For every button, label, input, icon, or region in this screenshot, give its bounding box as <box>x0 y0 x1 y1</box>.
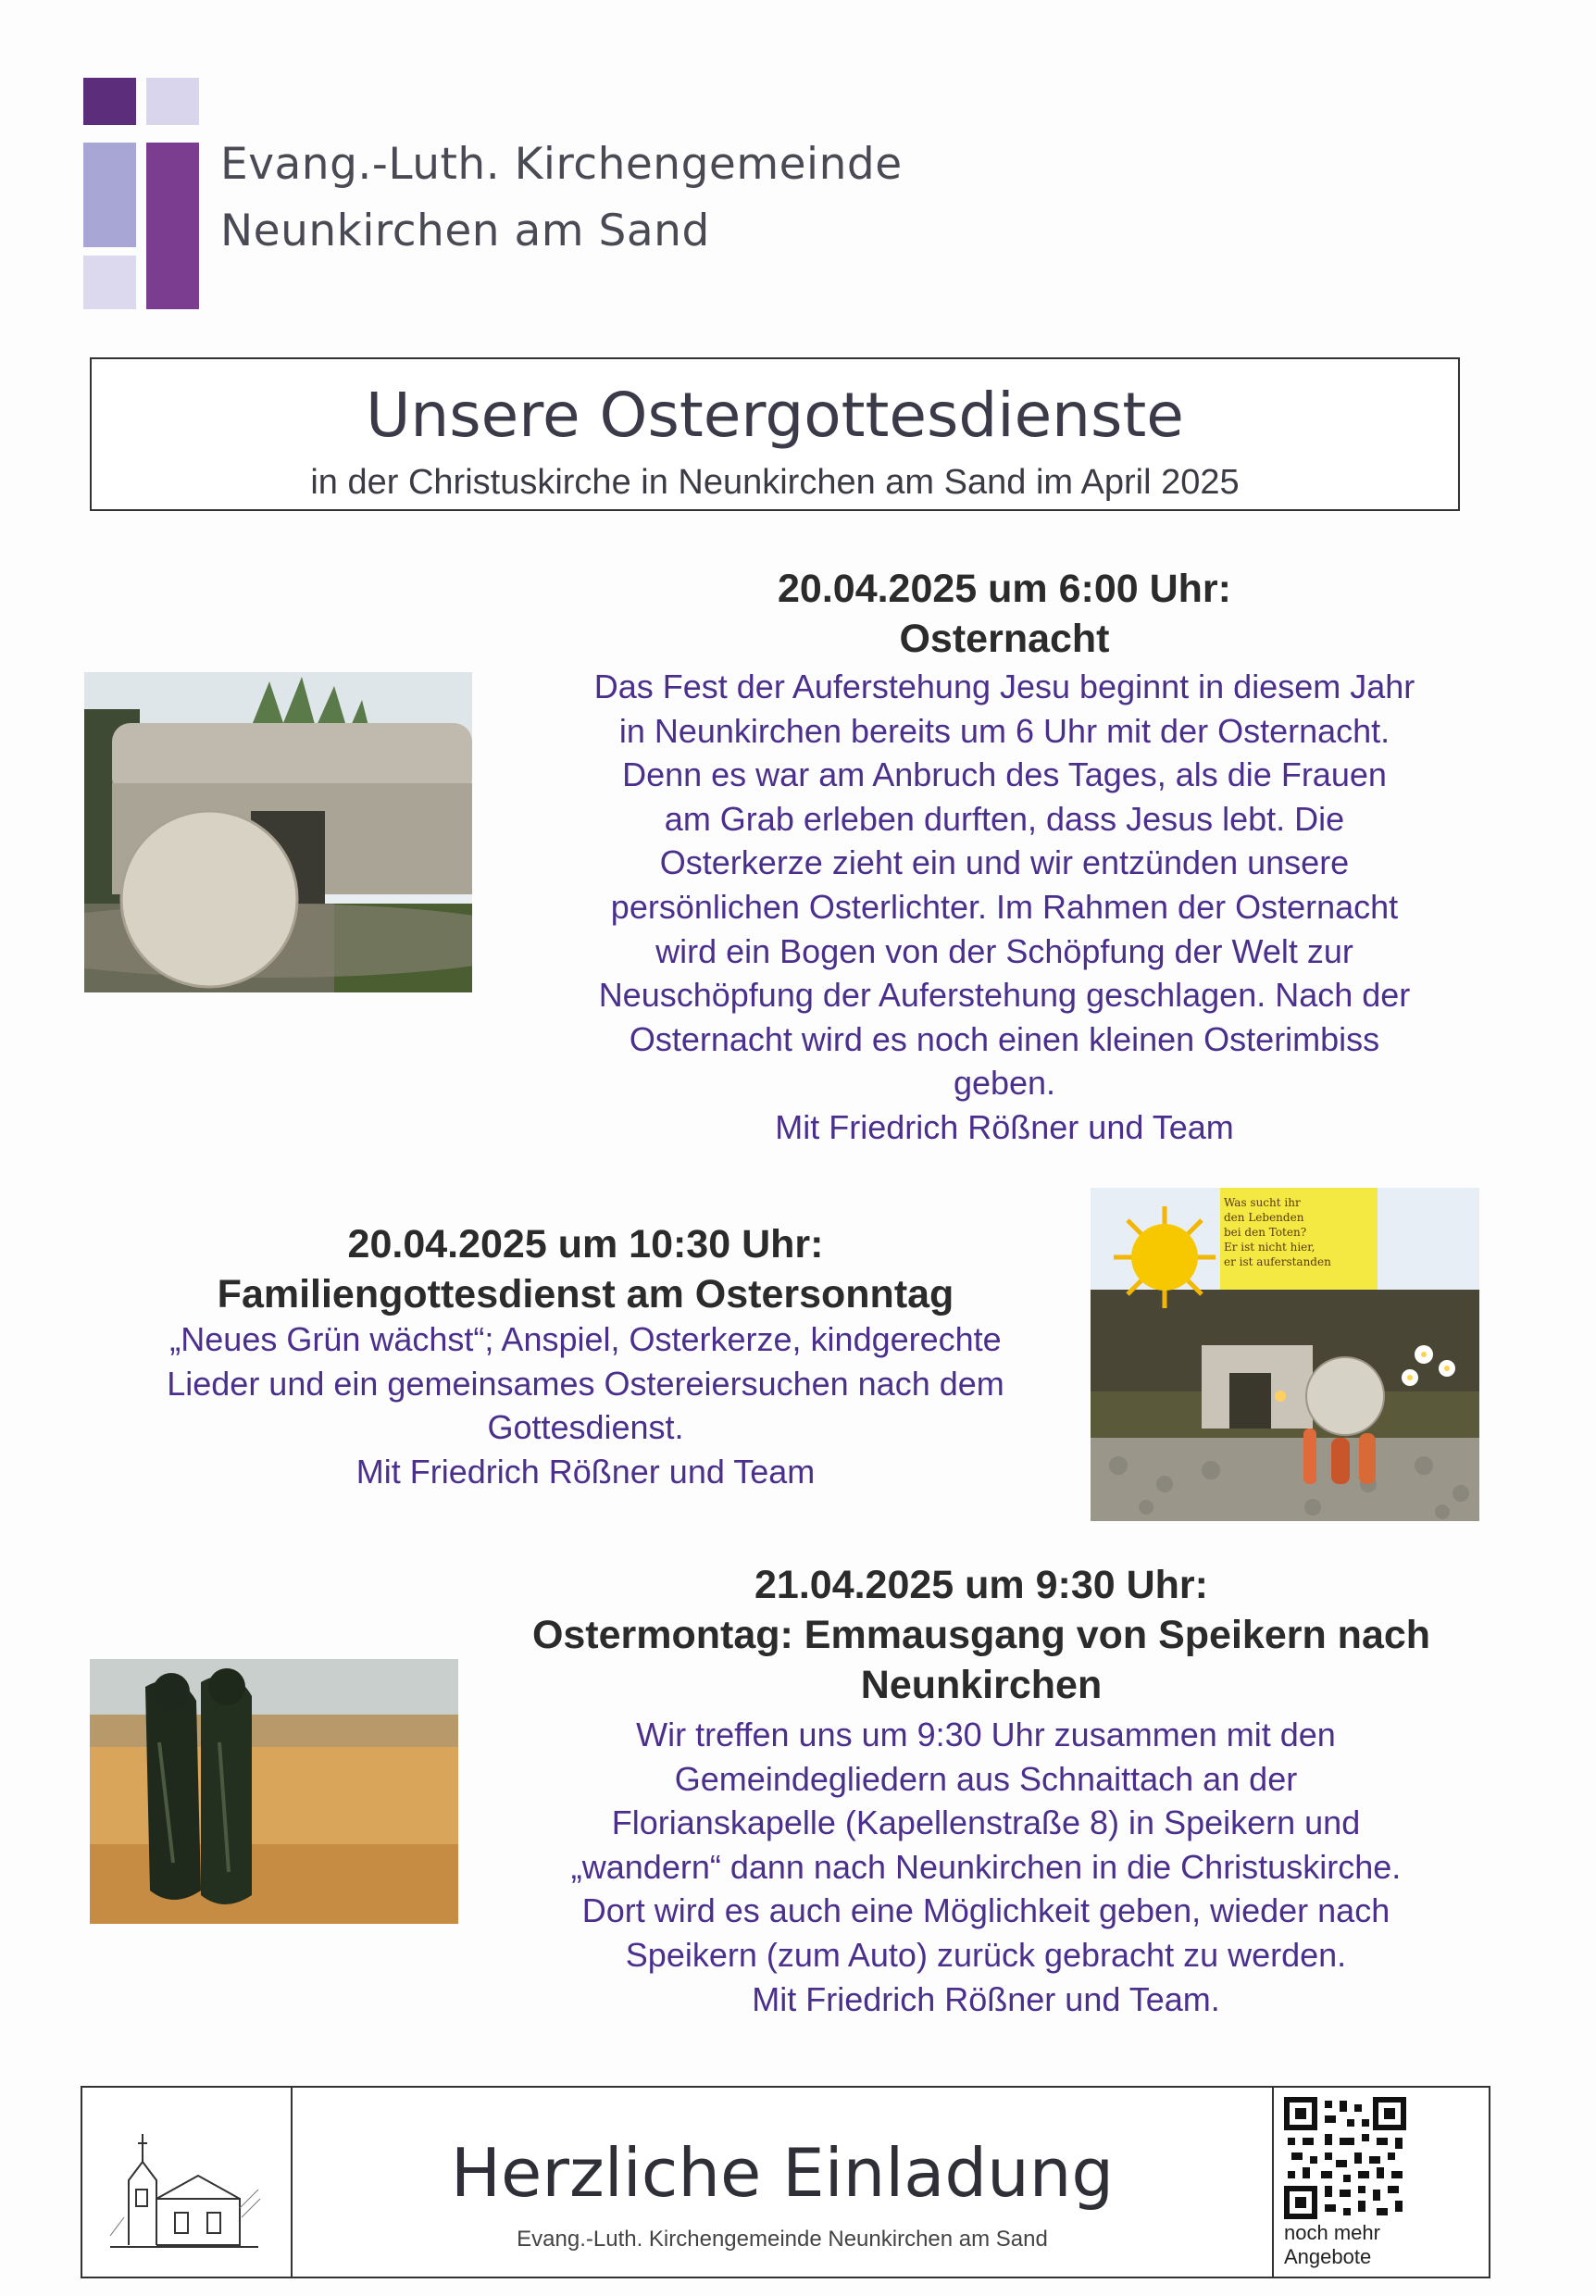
easter-sign-line: Was sucht ihr <box>1224 1196 1301 1209</box>
page-subtitle: in der Christuskirche in Neunkirchen am Sand im April 2025 <box>310 463 1240 502</box>
event-1-line: geben. <box>953 1064 1056 1103</box>
footer-subtitle: Evang.-Luth. Kirchengemeinde Neunkirchen am Sand <box>517 2227 1048 2252</box>
title-box <box>90 357 1460 511</box>
event-1-line: Osternacht wird es noch einen kleinen Osterimbiss <box>629 1019 1380 1058</box>
easter-sign-line: er ist auferstanden <box>1224 1255 1331 1268</box>
event-1-line: Denn es war am Anbruch des Tages, als die Frauen <box>622 755 1387 794</box>
footer-box <box>81 2086 1490 2278</box>
easter-garden-photo <box>1091 1188 1479 1521</box>
event-3-line: Wir treffen uns um 9:30 Uhr zusammen mit den <box>636 1716 1336 1753</box>
easter-sign <box>1224 1195 1377 1269</box>
emmaus-painting <box>90 1659 458 1924</box>
event-1-line: Neuschöpfung der Auferstehung geschlagen. Nach der <box>598 976 1411 1015</box>
qr-caption-line-1: noch mehr <box>1284 2221 1380 2244</box>
event-1-description <box>518 665 1490 1150</box>
event-1-line: in Neunkirchen bereits um 6 Uhr mit der Osternacht. <box>618 711 1390 750</box>
easter-sign-line: Er ist nicht hier, <box>1224 1241 1315 1254</box>
organization-line-1: Evang.-Luth. Kirchengemeinde <box>220 139 903 190</box>
page-title: Unsere Ostergottesdienste <box>366 380 1184 451</box>
event-3-name-line-2: Neunkirchen <box>860 1663 1103 1707</box>
empty-tomb-photo <box>84 672 472 992</box>
easter-sign-line: bei den Toten? <box>1224 1226 1307 1239</box>
event-3-line: Speikern (zum Auto) zurück gebracht zu werden. <box>625 1935 1347 1974</box>
event-3-line: Florianskapelle (Kapellenstraße 8) in Speikern und <box>611 1803 1361 1842</box>
event-3-heading <box>472 1560 1490 1710</box>
event-1-leader: Mit Friedrich Rößner und Team <box>775 1107 1234 1146</box>
organization-line-2: Neunkirchen am Sand <box>220 206 710 256</box>
event-1-line: am Grab erleben durften, dass Jesus lebt. Die <box>664 799 1345 838</box>
event-2-leader: Mit Friedrich Rößner und Team <box>355 1452 816 1491</box>
event-2-heading <box>93 1219 1079 1319</box>
event-1-heading <box>555 564 1453 664</box>
event-3-leader: Mit Friedrich Rößner und Team. <box>752 1979 1220 2018</box>
footer-title: Herzliche Einladung <box>450 2134 1115 2212</box>
event-1-line: Das Fest der Auferstehung Jesu beginnt in diesem Jahr <box>593 668 1415 705</box>
event-2-line: Lieder und ein gemeinsames Ostereiersuchen nach dem <box>167 1364 1004 1403</box>
event-2-description <box>93 1317 1079 1493</box>
qr-code[interactable] <box>1284 2097 1406 2219</box>
church-sketch <box>101 2125 268 2254</box>
event-1-datetime: 20.04.2025 um 6:00 Uhr: <box>778 567 1231 611</box>
event-3-description <box>481 1713 1490 2021</box>
event-3-datetime: 21.04.2025 um 9:30 Uhr: <box>754 1563 1208 1607</box>
event-3-name-line-1: Ostermontag: Emmausgang von Speikern nach <box>531 1613 1431 1657</box>
event-3-line: Gemeindegliedern aus Schnaittach an der <box>674 1759 1298 1798</box>
event-3-line: Dort wird es auch eine Möglichkeit geben, wieder nach <box>581 1891 1390 1930</box>
event-1-line: persönlichen Osterlichter. Im Rahmen der Osternacht <box>610 887 1399 926</box>
qr-caption <box>1284 2221 1380 2269</box>
event-3-line: „wandern“ dann nach Neunkirchen in die Christuskirche. <box>570 1847 1402 1886</box>
easter-sign-line: den Lebenden <box>1224 1211 1304 1224</box>
event-2-line: Gottesdienst. <box>487 1408 684 1447</box>
event-1-name: Osternacht <box>899 617 1110 661</box>
event-1-line: wird ein Bogen von der Schöpfung der Welt zur <box>655 931 1353 970</box>
qr-caption-line-2: Angebote <box>1284 2245 1372 2268</box>
event-1-line: Osterkerze zieht ein und wir entzünden unsere <box>659 843 1350 882</box>
event-2-name: Familiengottesdienst am Ostersonntag <box>217 1272 954 1316</box>
organization-name <box>220 131 1054 265</box>
event-2-datetime: 20.04.2025 um 10:30 Uhr: <box>347 1222 824 1267</box>
event-2-line: „Neues Grün wächst“; Anspiel, Osterkerze, kindgerechte <box>169 1320 1002 1358</box>
